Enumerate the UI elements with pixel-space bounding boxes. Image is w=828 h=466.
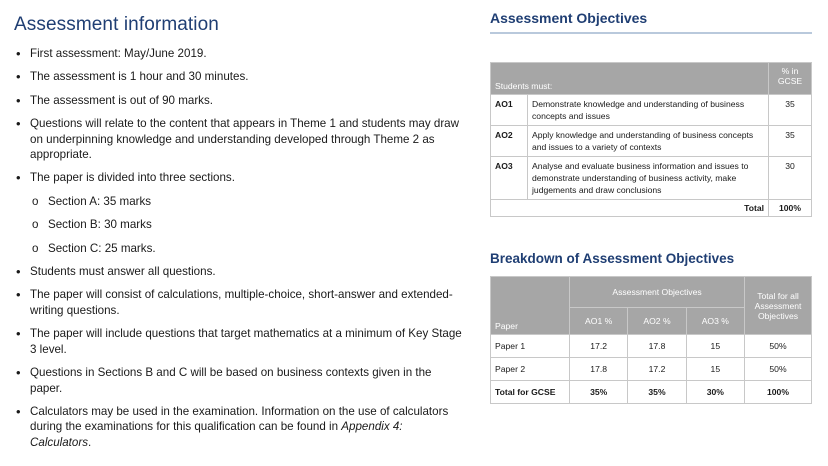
header-ao1: AO1 % (570, 308, 628, 335)
ao3-value: 15 (686, 335, 744, 358)
ao3-value: 15 (686, 358, 744, 381)
ao1-value: 17.2 (570, 335, 628, 358)
ao-percentage: 30 (769, 157, 812, 200)
objectives-table (490, 62, 812, 217)
assessment-bullet-list (14, 46, 464, 450)
breakdown-heading: Breakdown of Assessment Objectives (490, 251, 735, 266)
table-row (491, 381, 812, 404)
total-label: Total (491, 200, 769, 217)
total-value: 50% (745, 335, 812, 358)
table-row (491, 335, 812, 358)
assessment-info-section (14, 14, 464, 450)
ao-description: Demonstrate knowledge and understanding of business concepts and issues (528, 95, 769, 126)
assessment-info-heading: Assessment information (14, 14, 219, 35)
paper-name: Paper 1 (491, 335, 570, 358)
header-students-must: Students must: (491, 63, 769, 95)
bullet-sections (14, 170, 464, 256)
bullet-content: • Questions will relate to the content that appears in Theme 1 and students may draw on underpinning knowledge and understanding developed through Theme 2 as appropriate. (14, 116, 464, 162)
ao-code: AO1 (491, 95, 528, 126)
ao-percentage: 35 (769, 95, 812, 126)
header-total-all: Total for all Assessment Objectives (745, 277, 812, 335)
objectives-section (490, 10, 812, 404)
ao-code: AO2 (491, 126, 528, 157)
header-paper: Paper (491, 277, 570, 335)
ao-percentage: 35 (769, 126, 812, 157)
breakdown-header-row-1 (491, 277, 812, 308)
section-sub-list (14, 194, 464, 256)
ao2-value: 17.8 (628, 335, 686, 358)
section-c: o Section C: 25 marks. (14, 241, 464, 256)
ao1-value: 17.8 (570, 358, 628, 381)
bullet-marks: • The assessment is out of 90 marks. (14, 93, 464, 108)
total-value: 100% (745, 381, 812, 404)
ao1-value: 35% (570, 381, 628, 404)
bullet-business-contexts: • Questions in Sections B and C will be based on business contexts given in the paper. (14, 365, 464, 396)
objectives-total-row (491, 200, 812, 217)
ao3-value: 30% (686, 381, 744, 404)
table-row (491, 157, 812, 200)
ao-description: Analyse and evaluate business information and issues to demonstrate understanding of business activity, make judgements and draw conclusions (528, 157, 769, 200)
ao2-value: 35% (628, 381, 686, 404)
calculators-text: Calculators may be used in the examination. Information on the use of calculators during the examinations for this qualification can be found in (30, 404, 449, 434)
section-a: o Section A: 35 marks (14, 194, 464, 209)
calculators-appendix-link: Appendix 4: Calculators (30, 420, 403, 449)
total-value: 100% (769, 200, 812, 217)
ao2-value: 17.2 (628, 358, 686, 381)
calculators-end: . (88, 435, 92, 449)
paper-name: Paper 2 (491, 358, 570, 381)
breakdown-table (490, 276, 812, 404)
objectives-heading: Assessment Objectives (490, 10, 648, 26)
bullet-sections-text: The paper is divided into three sections. (30, 171, 235, 185)
section-b: o Section B: 30 marks (14, 217, 464, 232)
ao-description: Apply knowledge and understanding of business concepts and issues to a variety of contexts (528, 126, 769, 157)
heading-underline (490, 32, 812, 34)
table-row (491, 126, 812, 157)
bullet-question-types: • The paper will consist of calculations, multiple-choice, short-answer and extended-writing questions. (14, 287, 464, 318)
table-row (491, 95, 812, 126)
bullet-calculators (14, 404, 464, 450)
header-ao3: AO3 % (686, 308, 744, 335)
header-assessment-objectives: Assessment Objectives (570, 277, 745, 308)
bullet-first-assessment: • First assessment: May/June 2019. (14, 46, 464, 61)
total-value: 50% (745, 358, 812, 381)
bullet-duration: • The assessment is 1 hour and 30 minutes. (14, 69, 464, 84)
ao-code: AO3 (491, 157, 528, 200)
bullet-answer-all: • Students must answer all questions. (14, 264, 464, 279)
objectives-header-row (491, 63, 812, 95)
paper-name: Total for GCSE (491, 381, 570, 404)
bullet-mathematics: • The paper will include questions that target mathematics at a minimum of Key Stage 3 level. (14, 326, 464, 357)
table-row (491, 358, 812, 381)
header-ao2: AO2 % (628, 308, 686, 335)
header-pct-gcse: % in GCSE (769, 63, 812, 95)
